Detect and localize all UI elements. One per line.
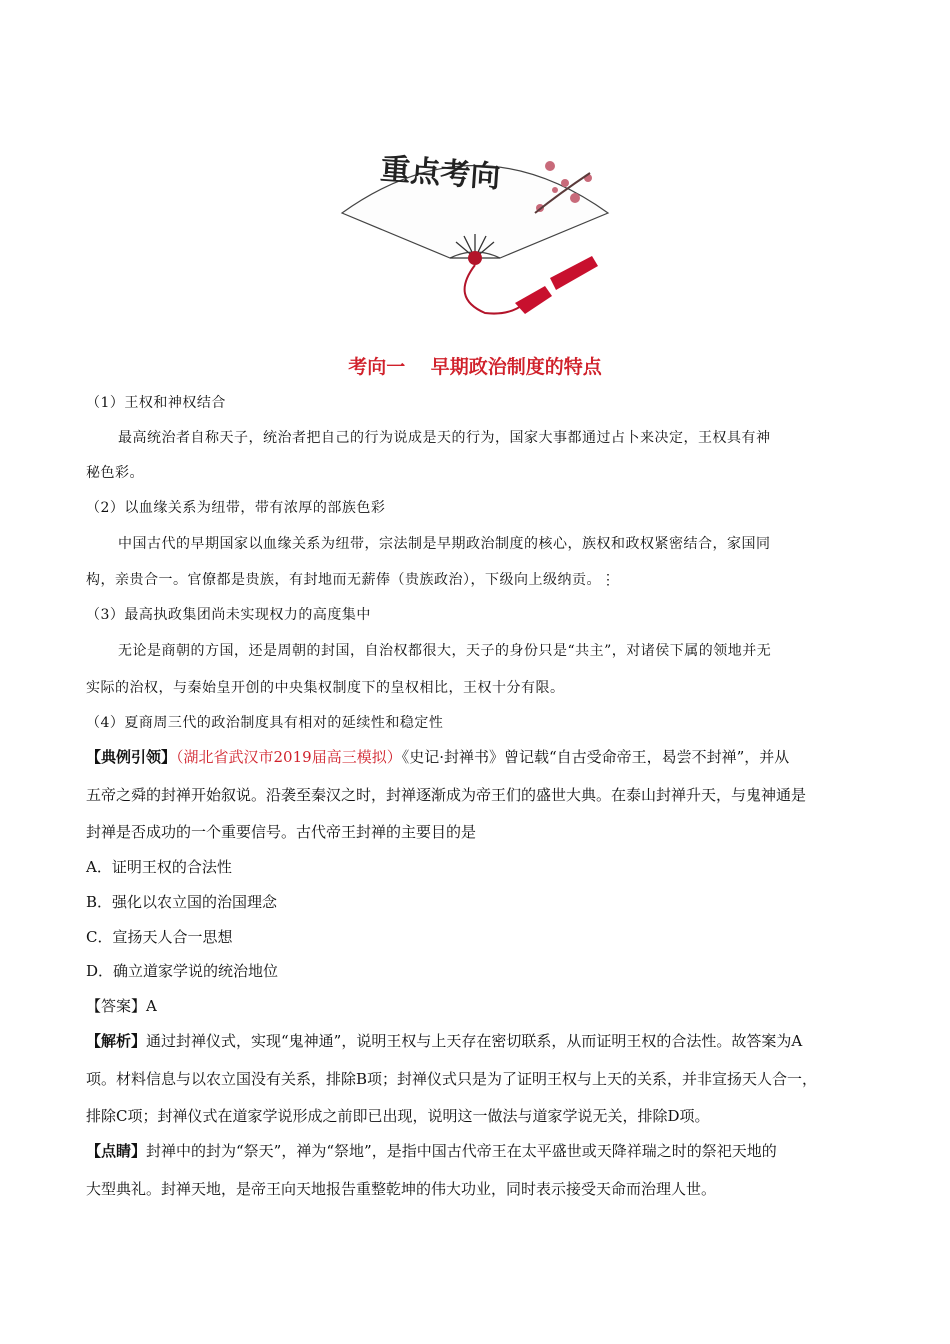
point-1-body-line: 秘色彩。 xyxy=(86,465,144,481)
analysis-line: 排除C项；封禅仪式在道家学说形成之前即已出现，说明这一做法与道家学说无关，排除D项。 xyxy=(86,1107,710,1125)
example-question-line-1 xyxy=(86,746,789,767)
logo-text: 重点考向 xyxy=(379,151,502,196)
example-question-line: 封禅是否成功的一个重要信号。古代帝王封禅的主要目的是 xyxy=(86,823,477,841)
highlight-label: 【点睛】 xyxy=(86,1142,147,1160)
topic-title: 考向一 早期政治制度的特点 xyxy=(348,356,602,378)
highlight-line: 大型典礼。封禅天地，是帝王向天地报告重整乾坤的伟大功业，同时表示接受天命而治理人世。 xyxy=(86,1180,717,1198)
answer-line xyxy=(86,995,157,1016)
point-3-heading: （3）最高执政集团尚未实现权力的高度集中 xyxy=(86,607,371,623)
option-c: C．宣扬天人合一思想 xyxy=(86,928,233,946)
analysis-line: 项。材料信息与以农立国没有关系，排除B项；封禅仪式只是为了证明王权与上天的关系，并非宣扬天人合一， xyxy=(86,1070,818,1088)
analysis-line-1 xyxy=(86,1030,802,1051)
example-source: （湖北省武汉市2019届高三模拟） xyxy=(176,748,402,766)
highlight-text: 封禅中的封为“祭天”，禅为“祭地”，是指中国古代帝王在太平盛世或天降祥瑞之时的祭祀天地的 xyxy=(146,1142,777,1160)
example-label: 【典例引领】 xyxy=(86,748,177,766)
example-question-text: 《史记·封禅书》曾记载“自古受命帝王，曷尝不封禅”，并从 xyxy=(401,748,790,766)
fan-logo-image xyxy=(330,138,620,328)
point-1-body-line: 最高统治者自称天子，统治者把自己的行为说成是天的行为，国家大事都通过占卜来决定，王权具有神 xyxy=(118,430,771,446)
point-1-heading: （1）王权和神权结合 xyxy=(86,395,226,411)
point-3-body-line: 无论是商朝的方国，还是周朝的封国，自治权都很大，天子的身份只是“共主”，对诸侯下属的领地并无 xyxy=(118,643,772,659)
point-2-heading: （2）以血缘关系为纽带，带有浓厚的部族色彩 xyxy=(86,500,386,516)
point-4-heading: （4）夏商周三代的政治制度具有相对的延续性和稳定性 xyxy=(86,715,444,731)
point-3-body-line: 实际的治权，与秦始皇开创的中央集权制度下的皇权相比，王权十分有限。 xyxy=(86,680,565,696)
point-2-body-line: 中国古代的早期国家以血缘关系为纽带，宗法制是早期政治制度的核心，族权和政权紧密结合，家国同 xyxy=(118,536,771,552)
point-2-body-line: 构，亲贵合一。官僚都是贵族，有封地而无薪俸（贵族政治），下级向上级纳贡。⋮ xyxy=(86,572,616,588)
analysis-label: 【解析】 xyxy=(86,1032,147,1050)
analysis-text: 通过封禅仪式，实现“鬼神通”，说明王权与上天存在密切联系，从而证明王权的合法性。故答案为A xyxy=(146,1032,803,1050)
highlight-line-1 xyxy=(86,1140,777,1161)
option-b: B．强化以农立国的治国理念 xyxy=(86,893,278,911)
option-d: D．确立道家学说的统治地位 xyxy=(86,962,279,980)
example-question-line: 五帝之舜的封禅开始叙说。沿袭至秦汉之时，封禅逐渐成为帝王们的盛世大典。在泰山封禅升天，与鬼神通是 xyxy=(86,786,807,804)
option-a: A．证明王权的合法性 xyxy=(86,858,232,876)
answer-value: A xyxy=(146,997,157,1015)
answer-label: 【答案】 xyxy=(86,997,147,1015)
